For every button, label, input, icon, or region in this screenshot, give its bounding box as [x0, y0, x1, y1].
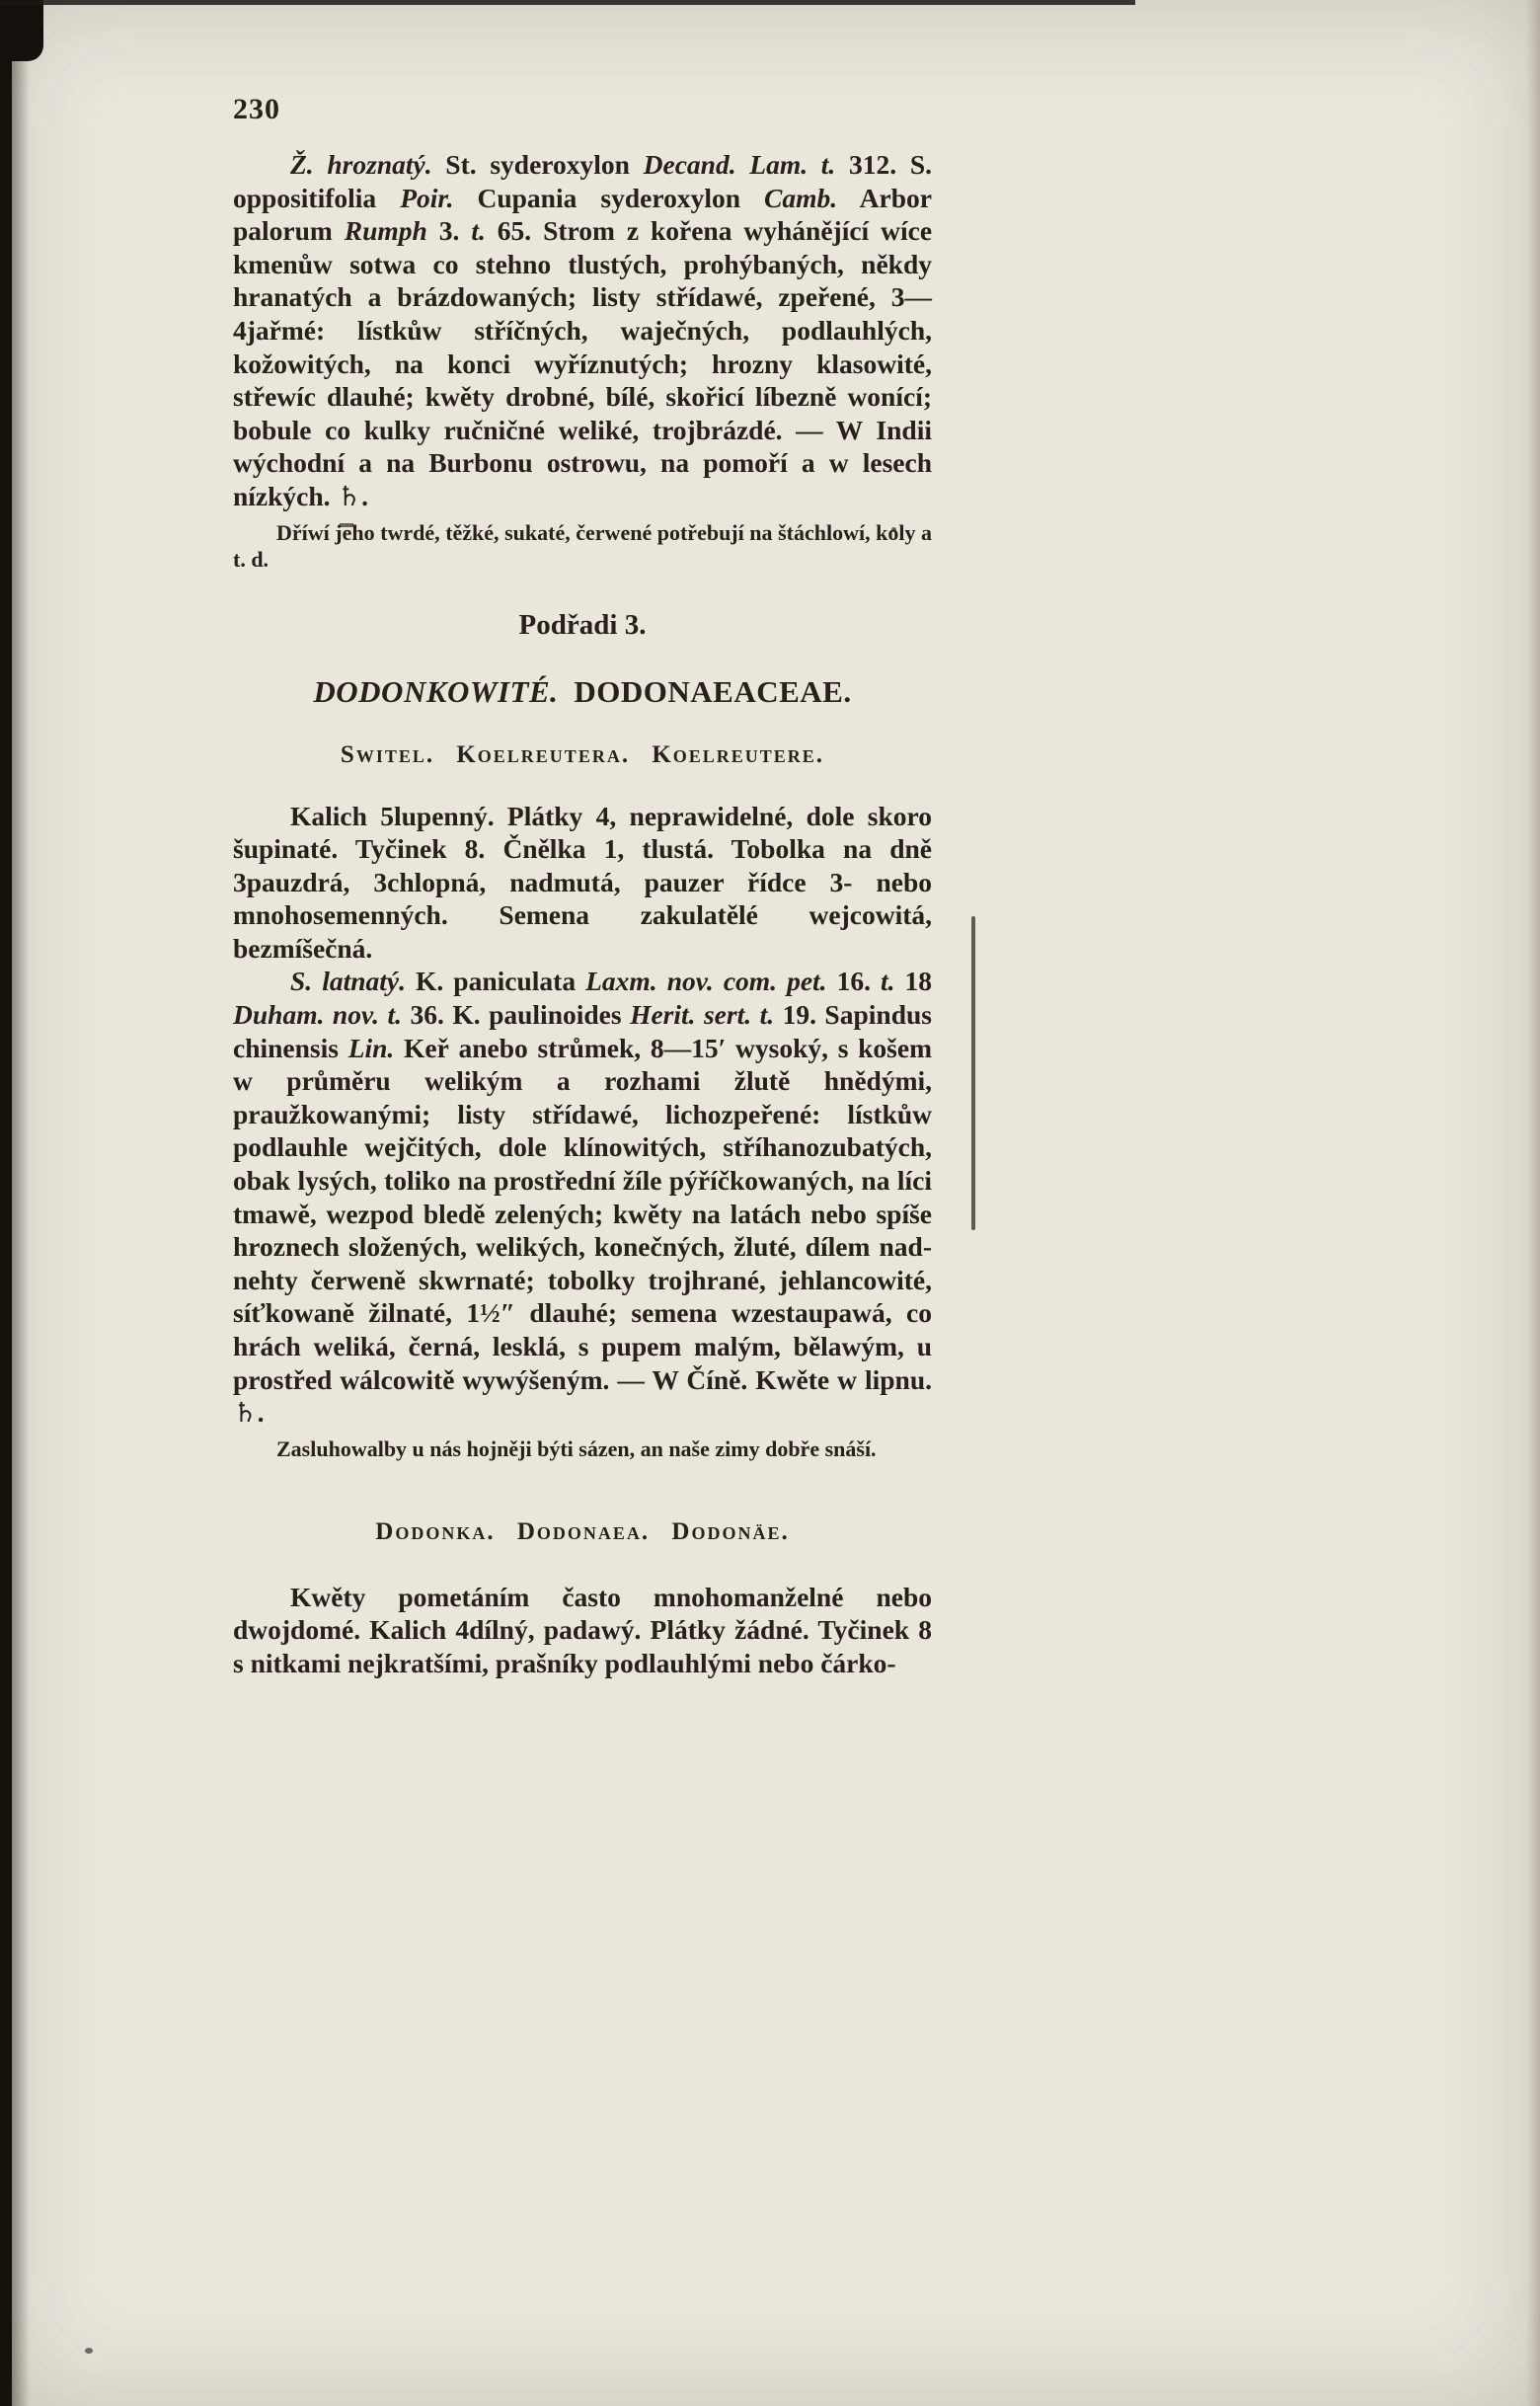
genus-description-koelreuteria: Kalich 5lupenný. Plátky 4, neprawidelné, dole skoro šupinaté. Tyčinek 8. Čnělka 1, tlustá. Tobolka na dně 3pauzdrá, 3chlopná, nadmutá, pauzer řídce 3- nebo mnohosemenných. Semena zakulatělé wejcowitá, bezmíšečná.	[233, 800, 932, 964]
cultivation-note: Zasluhowalby u nás hojněji býti sázen, an naše zimy dobře snáší.	[276, 1436, 877, 1461]
family-heading	[233, 673, 932, 710]
family-name-latin: DODONAEACEAE.	[574, 674, 852, 710]
text-block	[233, 93, 932, 1680]
scan-edge-right-shade	[1526, 0, 1540, 2406]
scan-edge-left-strip	[0, 0, 12, 2406]
species-entry-syderoxylon: Ž. hroznatý. St. syderoxylon Decand. Lam. t. 312. S. oppositifolia Poir. Cupania syderoxylon Camb. Arbor palorum Rumph 3. t. 65. Strom z kořena wyhánějící wíce kmenůw sotwa co stehno tlustých, prohýbaných, někdy hranatých a brázdowaných; listy střídawé, zpeřené, 3—4jařmé: lístkůw stříčných, waječných, podlauhlých, kožowitých, na konci wyříznutých; hrozny klasowité, střewíc dlauhé; kwěty drobné, bílé, skořicí líbezně wonící; bobule co kulky ručničné weliké, trojbrázdé. — W Indii wýchodní a na Burbonu ostrowu, na pomoří a w lesech nízkých. ♄.	[233, 149, 933, 511]
species-entry-paniculata: S. latnatý. K. paniculata Laxm. nov. com. pet. 16. t. 18 Duham. nov. t. 36. K. paulinoides Herit. sert. t. 19. Sapindus chinensis Lin. Keř anebo strůmek, 8—15′ wysoký, s košem w průměru welikým a rozhami žlutě hnědými, praužkowanými; listy střídawé, lichozpeřené: lístkůw podlauhle wejčitých, dole klínowitých, stříhanozubatých, obak lysých, toliko na prostřední žíle pýříčkowaných, na líci tmawě, wezpod bledě zelených; kwěty na latách nebo spíše hroznech složených, welikých, konečných, žluté, dílem nad- nehty čerweně skwrnaté; tobolky trojhrané, jehlancowité, síťkowaně žilnaté, 1½″ dlauhé; semena wzestaupawá, co hrách weliká, černá, lesklá, s pupem malým, bělawým, u prostřed wálcowitě wywýšeným. — W Číně. Kwěte w lipnu. ♄.	[233, 966, 933, 1429]
genus-description-dodonaea: Kwěty pometáním často mnohomanželné nebo dwojdomé. Kalich 4dílný, padawý. Plátky žádné. Tyčinek 8 s nitkami nejkratšími, prašníky podlauhlými nebo čárko-	[233, 1581, 932, 1678]
scan-edge-top-line	[0, 0, 1135, 5]
family-name-czech: DODONKOWITÉ.	[313, 674, 559, 710]
usage-note: Dříwí jeho twrdé, těžké, sukaté, čerwené potřebují na štáchlowí, koly a t. d.	[233, 519, 932, 572]
scan-speck-bottom	[85, 2348, 93, 2354]
scan-edge-left-shade	[12, 0, 30, 2406]
genus-heading-koelreuteria: Switel. Koelreutera. Koelreutere.	[340, 740, 825, 768]
page-number: 230	[233, 93, 280, 125]
genus-heading-dodonaea: Dodonka. Dodonaea. Dodonäe.	[375, 1517, 790, 1545]
scan-corner-blob	[0, 0, 43, 61]
scan-artifact-vertical-line	[971, 916, 975, 1230]
suborder-heading: Podřadi 3.	[518, 608, 647, 641]
